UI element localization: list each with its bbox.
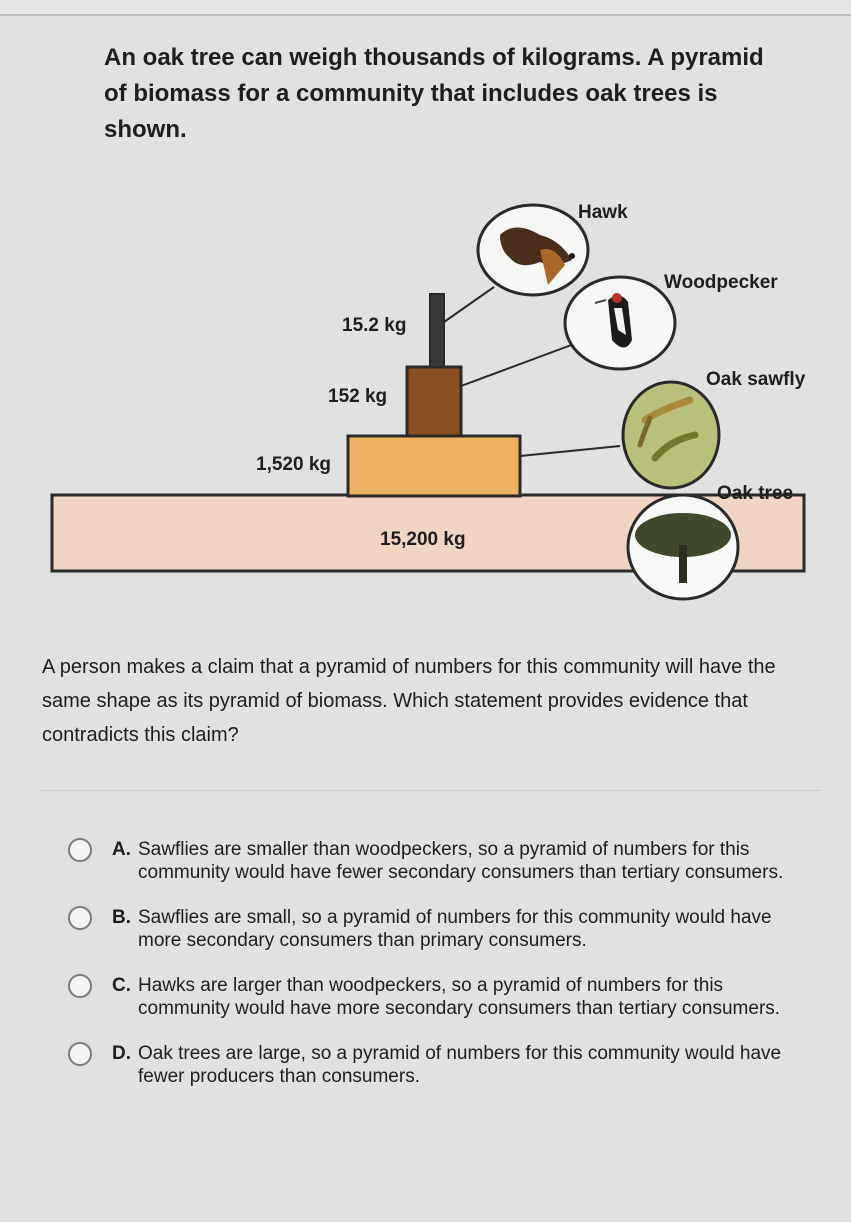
label-woodpecker: Woodpecker [664, 272, 778, 293]
label-hawk-mass: 15.2 kg [342, 315, 407, 336]
biomass-pyramid-diagram [0, 190, 851, 610]
label-oak-sawfly: Oak sawfly [706, 369, 806, 390]
radio-c[interactable] [68, 974, 92, 998]
bar-woodpecker [407, 367, 461, 436]
label-sawfly-mass: 1,520 kg [256, 454, 331, 475]
option-b-letter: B. [112, 907, 131, 928]
label-woodpecker-mass: 152 kg [328, 386, 388, 407]
option-d-letter: D. [112, 1043, 131, 1064]
option-d[interactable] [68, 1042, 808, 1088]
option-c-text: Hawks are larger than woodpeckers, so a pyramid of numbers for this community would have more secondary consumers than tertiary consumers. [138, 975, 781, 1019]
label-oak-tree: Oak tree [717, 483, 794, 504]
label-oak-mass: 15,200 kg [380, 529, 466, 550]
radio-d[interactable] [68, 1042, 92, 1066]
option-d-text: Oak trees are large, so a pyramid of numbers for this community would have fewer producers than consumers. [138, 1043, 782, 1087]
label-hawk: Hawk [578, 202, 628, 223]
top-border [0, 0, 851, 16]
bar-hawk [430, 294, 444, 367]
option-b-text: Sawflies are small, so a pyramid of numbers for this community would have more secondary consumers than primary consumers. [138, 907, 772, 951]
option-c[interactable] [68, 974, 808, 1020]
answer-options [68, 838, 808, 1110]
intro-text: An oak tree can weigh thousands of kilograms. A pyramid of biomass for a community that includes oak trees is shown. [104, 44, 764, 143]
option-a[interactable] [68, 838, 808, 884]
bar-oak-sawfly [348, 436, 520, 496]
oak-sawfly-icon [623, 382, 719, 488]
divider [40, 790, 820, 791]
woodpecker-icon [565, 277, 675, 369]
oak-tree-icon [628, 495, 738, 599]
radio-a[interactable] [68, 838, 92, 862]
option-c-letter: C. [112, 975, 131, 996]
option-a-text: Sawflies are smaller than woodpeckers, so a pyramid of numbers for this community would have fewer secondary consumers than tertiary consumers. [138, 839, 784, 883]
hawk-icon [478, 205, 588, 295]
option-a-letter: A. [112, 839, 131, 860]
question-text: A person makes a claim that a pyramid of numbers for this community will have the same shape as its pyramid of biomass. Which statement provides evidence that contradicts this claim? [42, 656, 776, 746]
radio-b[interactable] [68, 906, 92, 930]
option-b[interactable] [68, 906, 808, 952]
